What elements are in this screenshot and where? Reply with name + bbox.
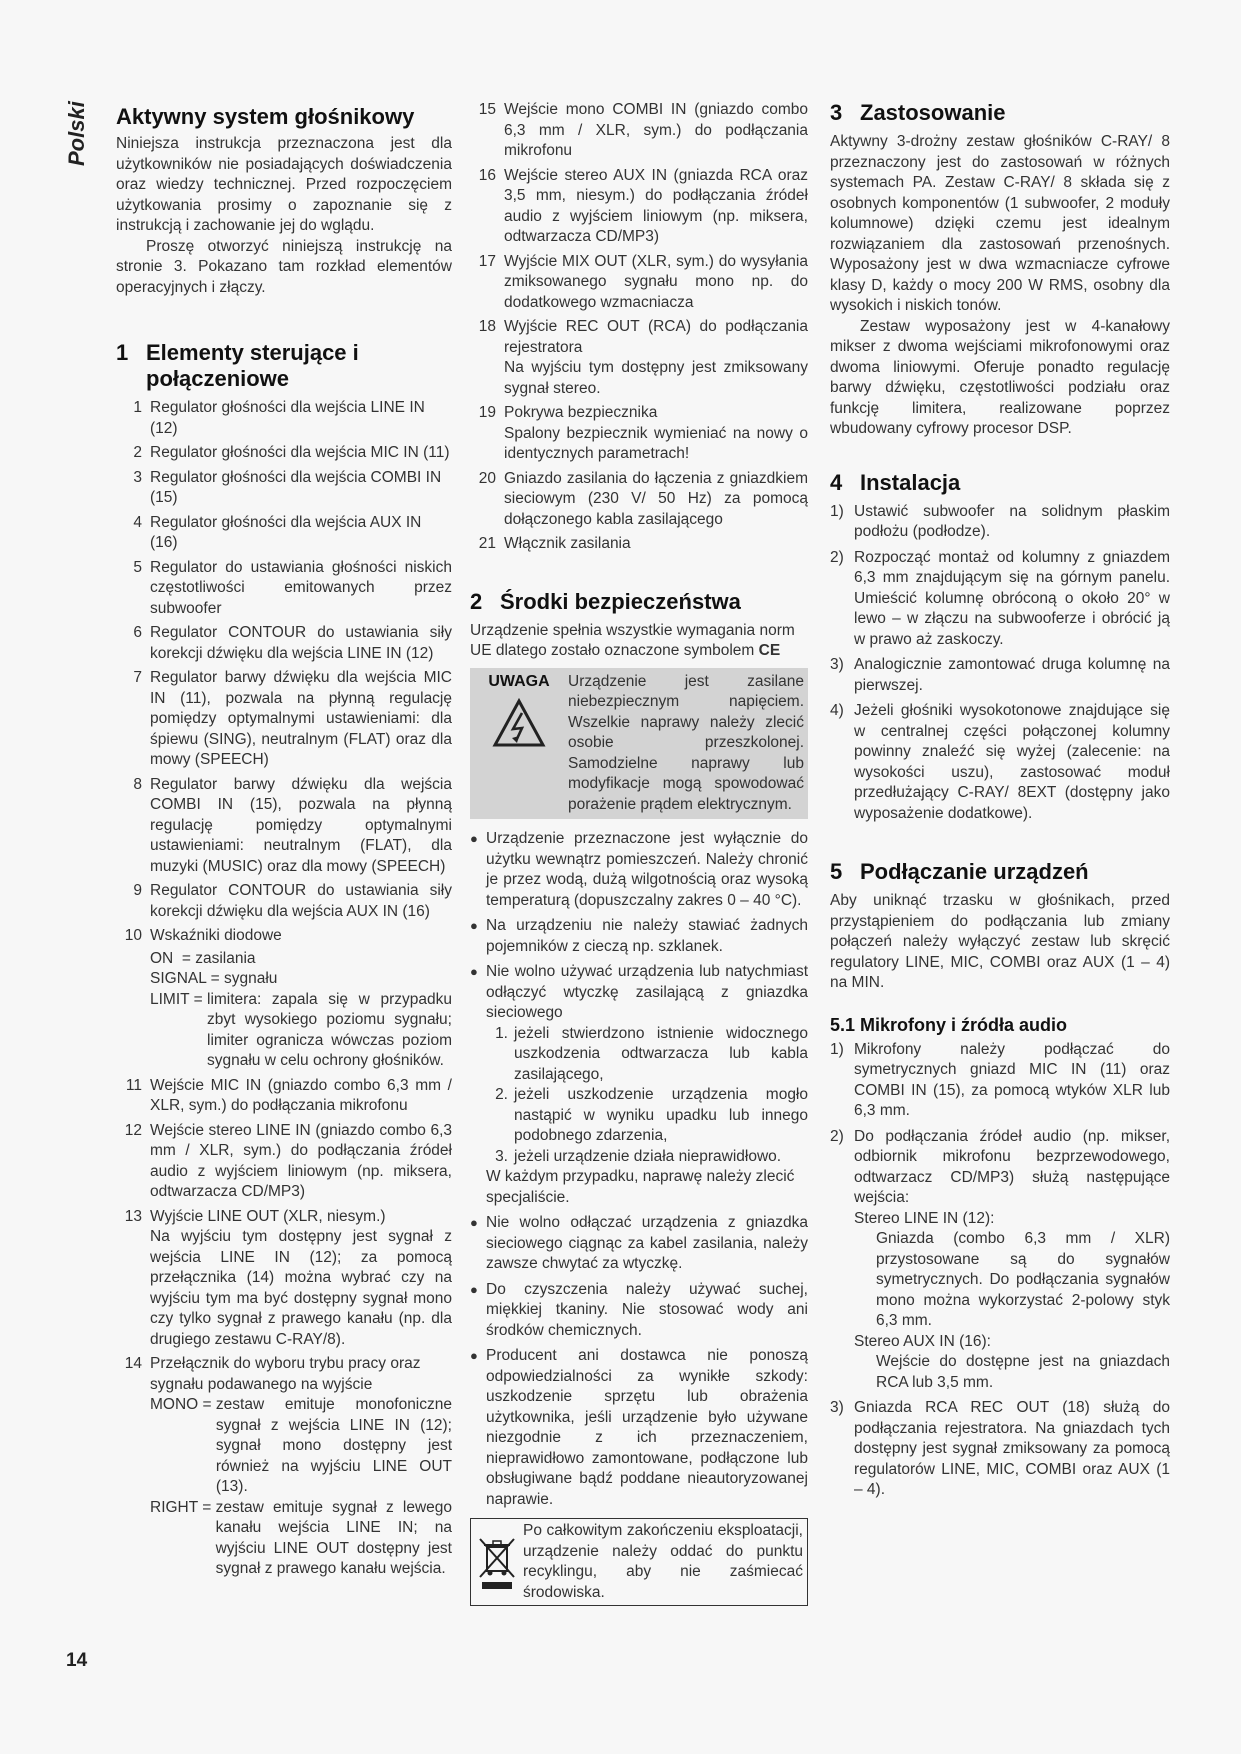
sublist-item: 2. jeżeli uszkodzenie urządzenia mogło nastąpić w wyniku upadku lub innego podobnego zdarzenia, [495, 1086, 808, 1144]
line-in-heading: Stereo LINE IN (12): [854, 1209, 995, 1227]
connection-step: 3) Gniazda RCA REC OUT (18) służą do podłączania rejestratora. Na gniazdach tych dostępny jest sygnał zmiksowany za pomocą regulatorów LINE, MIC, COMBI oraz AUX (1 – 4). [830, 1399, 1170, 1498]
connection-step: 2) Do podłączania źródeł audio (np. mikser, odbiornik mikrofonu bezprzewodowego, odtwarzacz CD/MP3) służą następujące wejścia: Stereo LINE IN (12): Gniazda (combo 6,3 mm / XLR) przystosowane są do sygnałów symetrycznych. Do podłączania sygnałów mono można wykorzystać 2-polowy styk 6,3 mm. Stereo AUX IN (16): Wejście do dostępne jest na gniazdach RCA lub 3,5 mm. [830, 1127, 1170, 1394]
list-item-led-indicators: 10 Wskaźniki diodowe ON = zasilania SIGNAL = sygnału LIMIT = limitera: zapala się w przypadku zbyt wysokiego poziomu sygnału; limiter ogranicza wówczas poziom sygnału w celu ochrony głośników. [116, 926, 452, 1072]
subsection-5-1-heading: 5.1 Mikrofony i źródła audio [830, 1014, 1068, 1035]
list-item: 21 Włącznik zasilania [478, 535, 631, 552]
aux-in-description: Wejście do dostępne jest na gniazdach RCA lub 3,5 mm. [876, 1353, 1170, 1391]
aux-in-heading: Stereo AUX IN (16): [854, 1332, 991, 1350]
column-2 [470, 100, 808, 1606]
line-in-description: Gniazda (combo 6,3 mm / XLR) przystosowane są do sygnałów symetrycznych. Do podłączania sygnałów mono można wykorzystać 2-polowy styk 6,3 mm. [876, 1230, 1170, 1329]
safety-bullet: ● Na urządzeniu nie należy stawiać żadnych pojemników z cieczą np. szklanek. [470, 917, 808, 955]
led-signal-definition: SIGNAL = sygnału [150, 970, 278, 987]
safety-bullet: ● Nie wolno używać urządzenia lub natychmiast odłączyć wtyczkę zasilającą z gniazdka sieciowego 1. jeżeli stwierdzono istnienie widocznego uszkodzenia odtwarzacza lub kabla zasilającego, 2. jeżeli uszkodzenie urządzenia mogło nastąpić w wyniku upadku lub innego podobnego zdarzenia, 3. jeżeli urządzenie działa nieprawidłowo. W każdym przypadku, naprawę należy zlecić specjaliście. [470, 962, 808, 1208]
column-3 [830, 100, 1170, 1506]
list-item: 5 Regulator do ustawiania głośności niskich częstotliwości emitowanych przez subwoofer [133, 558, 452, 617]
crossed-bin-recycling-icon [476, 1533, 518, 1591]
language-side-label: Polski [64, 101, 89, 166]
installation-step: 2) Rozpocząć montaż od kolumny z gniazdem 6,3 mm znajdującym się na górnym panelu. Umieścić kolumnę obróconą o około 20° w lewo – w złączu na subwooferze i obrócić ją w prawo aż zaskoczy. [830, 548, 1170, 648]
list-item: 11 Wejście MIC IN (gniazdo combo 6,3 mm / XLR, sym.) do podłączania mikrofonu [125, 1076, 452, 1114]
sublist-tail: W każdym przypadku, naprawę należy zlecić specjaliście. [486, 1168, 795, 1206]
list-item-mode-switch: 14 Przełącznik do wyboru trybu pracy oraz sygnału podawanego na wyjście MONO = zestaw emituje monofoniczne sygnał z wejścia LINE IN (12); sygnał mono dostępny jest również na wyjściu LINE OUT (13). RIGHT = zestaw emituje sygnał z lewego kanału wejścia LINE IN; na wyjściu LINE OUT dostępny jest sygnał z prawego kanału wejścia. [116, 1354, 452, 1580]
list-item: 12 Wejście stereo LINE IN (gniazdo combo 6,3 mm / XLR, sym.) do podłączania źródeł audio z wyjściem liniowym (np. miksera, odtwarzacza CD/MP3) [124, 1121, 452, 1200]
list-item: 8 Regulator barwy dźwięku dla wejścia COMBI IN (15), pozwala na płynną regulację pomiędzy optymalnymi ustawieniami: neutralnym (FLAT), dla muzyki (MUSIC) oraz dla mowy (SPEECH) [133, 775, 452, 875]
application-paragraph-2: Zestaw wyposażony jest w 4-kanałowy mikser z dwoma wejściami mikrofonowymi oraz dwoma liniowymi. Oferuje ponadto regulację barwy dźwięku, częstotliwości podziału oraz funkcję limitera, realizowane poprzez wbudowany cyfrowy procesor DSP. [830, 317, 1170, 437]
list-item: 6 Regulator CONTOUR do ustawiania siły korekcji dźwięku dla wejścia LINE IN (12) [133, 624, 452, 662]
page-title: Aktywny system głośnikowy [116, 104, 415, 129]
warning-box [470, 668, 808, 820]
list-item: 16 Wejście stereo AUX IN (gniazda RCA oraz 3,5 mm, niesym.) do podłączania źródeł audio z wyjściem liniowym (np. miksera, odtwarzacza CD/MP3) [478, 166, 808, 245]
led-on-definition: ON = zasilania [150, 949, 256, 967]
safety-bullet: ● Do czyszczenia należy używać suchej, miękkiej tkaniny. Nie stosować wody ani środków chemicznych. [470, 1280, 808, 1339]
list-item: 15 Wejście mono COMBI IN (gniazdo combo 6,3 mm / XLR, sym.) do podłączania mikrofonu [478, 101, 808, 159]
application-paragraph: Aktywny 3-drożny zestaw głośników C-RAY/ 8 przeznaczony jest do zastosowań w różnych systemach PA. Zestaw C-RAY/ 8 składa się z osobnych komponentów (1 subwoofer, 2 moduły kolumnowe) dzięki czemu jest idealnym rozwiązaniem dla zastosowań przenośnych. Wyposażony jest w dwa wzmacniacze cyfrowe klasy D, każdy o mocy 200 W RMS, osobny dla wysokich i niskich tonów. [830, 133, 1170, 314]
warning-text: Urządzenie jest zasilane niebezpiecznym napięciem. Wszelkie naprawy należy zlecić osobie przeszkolonej. Samodzielne naprawy lub modyfikacje mogą spowodować porażenie prądem elektrycznym. [568, 672, 804, 813]
intro-paragraph-2: Proszę otworzyć niniejszą instrukcję na stronie 3. Pokazano tam rozkład elementów operacyjnych i złączy. [116, 237, 452, 296]
list-item: 20 Gniazdo zasilania do łączenia z gniazdkiem sieciowym (230 V/ 50 Hz) za pomocą dołączonego kabla zasilającego [478, 469, 808, 528]
recycling-text: Po całkowitym zakończeniu eksploatacji, urządzenie należy oddać do punktu recyklingu, aby nie zaśmiecać środowiska. [523, 1522, 803, 1601]
list-item: 1 Regulator głośności dla wejścia LINE IN (12) [133, 399, 425, 437]
recycling-box [470, 1518, 808, 1606]
safety-bullet: ● Nie wolno odłączać urządzenia z gniazdka sieciowego ciągnąc za kabel zasilania, należy zawsze chwytać za wtyczkę. [470, 1214, 808, 1272]
page-number: 14 [66, 1650, 88, 1671]
connection-paragraph: Aby uniknąć trzasku w głośnikach, przed przystąpieniem do podłączania lub zmiany połączeń należy wyłączyć zestaw lub skręcić regulatory LINE, MIC, COMBI oraz AUX (1 – 4) na MIN. [830, 892, 1170, 991]
list-item-fuse: 19 Pokrywa bezpiecznika Spalony bezpiecznik wymieniać na nowy o identycznych parametrach! [478, 404, 808, 462]
list-item-line-out: 13 Wyjście LINE OUT (XLR, niesym.) Na wyjściu tym dostępny jest sygnał z wejścia LINE IN (12); za pomocą przełącznika (14) można wybrać czy na wyjściu tym ma być dostępny sygnał mono czy tylko sygnał z prawego kanału (np. dla drugiego zestawu C-RAY/8). [124, 1207, 452, 1348]
sublist-item: 1. jeżeli stwierdzono istnienie widocznego uszkodzenia odtwarzacza lub kabla zasilającego, [495, 1024, 808, 1083]
installation-step: 4) Jeżeli głośniki wysokotonowe znajdujące się w centralnej części połączonej kolumny powinny znaleźć się wyżej (zalecenie: na wysokości uszu), zastosować moduł przedłużający C-RAY/ 8EXT (dostępny jako wyposażenie dodatkowe). [830, 702, 1170, 822]
installation-step: 1) Ustawić subwoofer na solidnym płaskim podłożu (podłodze). [830, 502, 1170, 540]
led-limit-definition: LIMIT = limitera: zapala się w przypadku zbyt wysokiego poziomu sygnału; limiter ogranicza wówczas poziom sygnału w celu ochrony głośników. [150, 990, 452, 1069]
list-item: 9 Regulator CONTOUR do ustawiania siły korekcji dźwięku dla wejścia AUX IN (16) [133, 882, 452, 920]
section-5-heading: 5 Podłączanie urządzeń [830, 859, 1089, 884]
mode-right-definition: RIGHT = zestaw emituje sygnał z lewego kanału wejścia LINE IN; na wyjściu LINE OUT dostępny jest sygnał z prawego kanału wejścia. [150, 1498, 452, 1577]
section-1-heading: 1 Elementy sterujące i połączeniowe [116, 340, 359, 391]
list-item: 3 Regulator głośności dla wejścia COMBI IN (15) [133, 468, 442, 506]
high-voltage-warning-icon [492, 698, 546, 748]
list-item: 7 Regulator barwy dźwięku dla wejścia MIC IN (11), pozwala na płynną regulację pomiędzy optymalnymi ustawieniami: dla śpiewu (SING), neutralnym (FLAT) oraz dla mowy (SPEECH) [133, 669, 452, 768]
list-item: 17 Wyjście MIX OUT (XLR, sym.) do wysyłania zmiksowanego sygnału mono np. do dodatkowego wzmacniacza [478, 252, 808, 311]
sublist-item: 3. jeżeli urządzenie działa nieprawidłowo. [495, 1147, 782, 1165]
intro-paragraph: Niniejsza instrukcja przeznaczona jest dla użytkowników nie posiadających doświadczenia oraz wiedzy technicznej. Przed rozpoczęciem użytkowania prosimy o zapoznanie się z instrukcją i zachowanie jej do wglądu. [116, 135, 452, 234]
section-2-heading: 2 Środki bezpieczeństwa [470, 588, 741, 614]
list-item: 2 Regulator głośności dla wejścia MIC IN (11) [133, 444, 450, 461]
safety-intro: Urządzenie spełnia wszystkie wymagania norm UE dlatego zostało oznaczone symbolem CE [470, 621, 795, 659]
connection-step: 1) Mikrofony należy podłączać do symetrycznych gniazd MIC IN (11) oraz COMBI IN (15), za pomocą wtyków XLR lub 6,3 mm. [830, 1040, 1170, 1119]
list-item: 4 Regulator głośności dla wejścia AUX IN (16) [133, 513, 422, 551]
ce-mark: CE [758, 642, 781, 659]
mode-mono-definition: MONO = zestaw emituje monofoniczne sygnał z wejścia LINE IN (12); sygnał mono dostępny jest również na wyjściu LINE OUT (13). [150, 1396, 452, 1495]
warning-label: UWAGA [488, 672, 550, 690]
installation-step: 3) Analogicznie zamontować druga kolumnę na pierwszej. [830, 656, 1170, 694]
column-1 [116, 100, 452, 1584]
list-item-rec-out: 18 Wyjście REC OUT (RCA) do podłączania rejestratora Na wyjściu tym dostępny jest zmiksowany sygnał stereo. [478, 318, 808, 397]
safety-bullet: ● Producent ani dostawca nie ponoszą odpowiedzialności za wynikłe szkody: uszkodzenie sprzętu lub obrażenia użytkownika, jeśli urządzenie było używane niezgodnie z ich przeznaczeniem, nieprawidłowo zamontowane, podłączone lub obsługiwane bądź poddane nieautoryzowanej naprawie. [470, 1347, 808, 1508]
section-3-heading: 3 Zastosowanie [830, 100, 1006, 125]
section-4-heading: 4 Instalacja [830, 469, 961, 495]
safety-bullet: ● Urządzenie przeznaczone jest wyłącznie do użytku wewnątrz pomieszczeń. Należy chronić je przez wodą, dużą wilgotnością oraz wysoką temperaturą (dopuszczalny zakres 0 – 40 °C). [470, 830, 808, 909]
